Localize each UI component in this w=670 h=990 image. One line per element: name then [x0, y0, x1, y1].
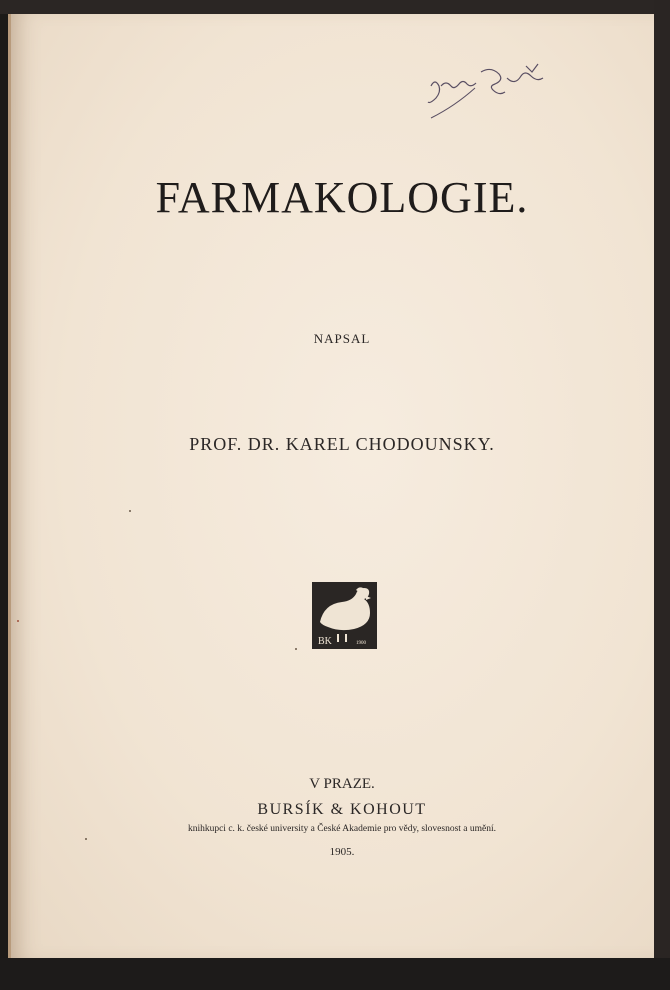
- publisher-emblem: [312, 582, 377, 649]
- scan-top-edge: [0, 0, 670, 14]
- scan-bottom-edge: [0, 958, 670, 990]
- paper-speck: [295, 648, 297, 650]
- scan-right-edge: [654, 0, 670, 990]
- book-title: FARMAKOLOGIE.: [155, 173, 529, 222]
- publisher-description: knihkupci c. k. české university a České Akademie pro vědy, slovesnost a umění.: [187, 824, 497, 834]
- publisher-name: BURSÍK & KOHOUT: [257, 801, 427, 818]
- rooster-emblem-icon: [312, 582, 377, 649]
- publication-place: V PRAZE.: [309, 776, 375, 792]
- title-page: [8, 14, 657, 958]
- paper-speck: [17, 620, 19, 622]
- paper-speck: [129, 510, 131, 512]
- publication-year: 1905.: [329, 846, 355, 858]
- emblem-monogram: BK: [318, 636, 332, 647]
- author-name: PROF. DR. KAREL CHODOUNSKY.: [189, 434, 495, 454]
- emblem-year: 1900: [356, 641, 366, 646]
- byline-label: NAPSAL: [313, 331, 371, 346]
- paper-speck: [85, 838, 87, 840]
- handwritten-signature: [411, 62, 561, 122]
